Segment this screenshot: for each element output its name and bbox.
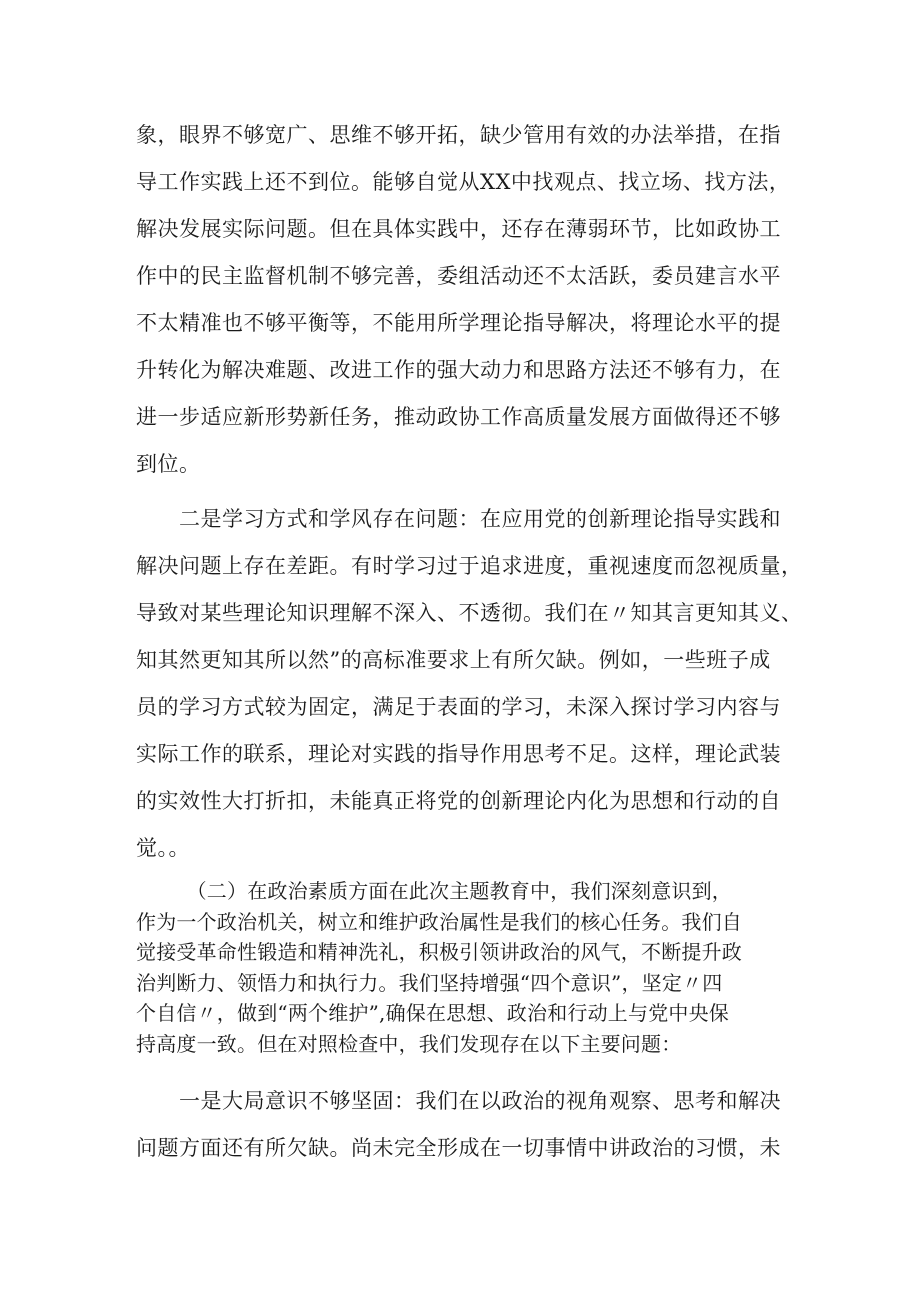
- text-line: 员的学习方式较为固定，满足于表面的学习，未深入探讨学习内容与: [136, 695, 781, 719]
- text-line: 治判断力、领悟力和执行力。我们坚持增强“四个意识”，坚定〃四: [136, 970, 723, 995]
- text-line: 二是学习方式和学风存在问题：在应用党的创新理论指导实践和: [136, 507, 781, 531]
- text-line: 的实效性大打折扣，未能真正将党的创新理论内化为思想和行动的自: [136, 789, 781, 813]
- text-line: 升转化为解决难题、改进工作的强大动力和思路方法还不够有力，在: [136, 358, 781, 382]
- text-line: 进一步适应新形势新任务，推动政协工作高质量发展方面做得还不够: [136, 405, 781, 429]
- text-line: 象，眼界不够宽广、思维不够开拓，缺少管用有效的办法举措，在指: [136, 123, 781, 147]
- paragraph-political-quality: [136, 876, 796, 1059]
- paragraph-overall-awareness: [136, 1078, 796, 1172]
- text-line: 知其然更知其所以然”的高标准要求上有所欠缺。例如，一些班子成: [136, 648, 771, 672]
- text-line: （二）在政治素质方面在此次主题教育中，我们深刻意识到，: [136, 879, 732, 903]
- paragraph-study-style: [136, 496, 803, 872]
- text-line: 一是大局意识不够坚固：我们在以政治的视角观察、思考和解决: [136, 1089, 781, 1113]
- text-line: 觉。。: [136, 836, 190, 860]
- text-line: 觉接受革命性锻造和精神洗礼，积极引领讲政治的风气，不断提升政: [136, 940, 742, 964]
- text-line: 不太精准也不够平衡等，不能用所学理论指导解决，将理论水平的提: [136, 311, 781, 335]
- text-line: 解决发展实际问题。但在具体实践中，还存在薄弱环节，比如政协工: [136, 217, 781, 241]
- text-line: 持高度一致。但在对照检查中，我们发现存在以下主要问题：: [136, 1031, 682, 1056]
- text-line: 个自信〃，做到“两个维护”,确保在思想、政治和行动上与党中央保: [136, 1001, 730, 1025]
- text-line: 作中的民主监督机制不够完善，委组活动还不太活跃，委员建言水平: [136, 264, 781, 288]
- text-line: 问题方面还有所欠缺。尚未完全形成在一切事情中讲政治的习惯，未: [136, 1136, 781, 1160]
- text-line: 解决问题上存在差距。有时学习过于追求进度，重视速度而忽视质量，: [136, 554, 803, 578]
- text-line: 作为一个政治机关，树立和维护政治属性是我们的核心任务。我们自: [136, 909, 742, 934]
- paragraph-theory-application: [136, 112, 796, 488]
- text-line: 导工作实践上还不到位。能够自觉从XX中找观点、找立场、找方法，: [136, 170, 791, 194]
- text-line: 导致对某些理论知识理解不深入、不透彻。我们在〃知其言更知其义、: [136, 601, 803, 625]
- text-line: 实际工作的联系，理论对实践的指导作用思考不足。这样，理论武装: [136, 742, 781, 766]
- text-line: 到位。: [136, 452, 201, 476]
